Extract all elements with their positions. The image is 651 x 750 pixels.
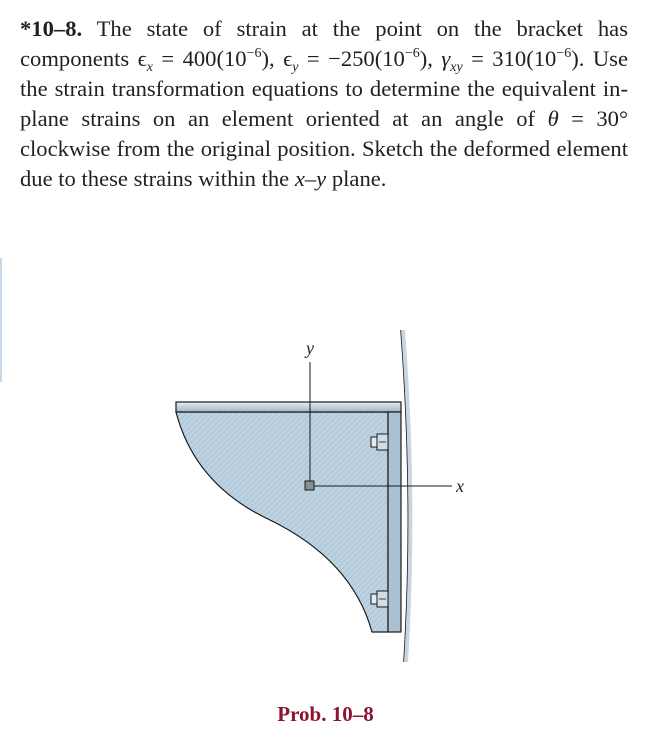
problem-number: *10–8.	[20, 16, 83, 41]
bracket-web	[176, 412, 388, 632]
bracket-plate	[388, 412, 401, 632]
bracket-flange	[176, 402, 401, 412]
problem-statement	[20, 14, 628, 194]
x-axis-label: x	[456, 476, 464, 496]
bracket-figure	[0, 300, 651, 680]
strain-element	[305, 481, 314, 490]
wall-shade	[401, 330, 412, 662]
figure-caption: Prob. 10–8	[277, 702, 374, 726]
problem-text: The state of strain at the point on the bracket has components $\epsilon_x = 400(10^{-6})$, $\epsilon_y = -250(10^{-6})$, $\gamma_{xy} = 310(10^{-6})$. Use the strain transformation equations to determine the equivalent in-plane strains on an element oriented at an angle of θ = 30° clockwise from the original position. Sketch the deformed element due to these strains within the x–y plane.	[20, 16, 629, 191]
y-axis-label: y	[306, 338, 314, 358]
